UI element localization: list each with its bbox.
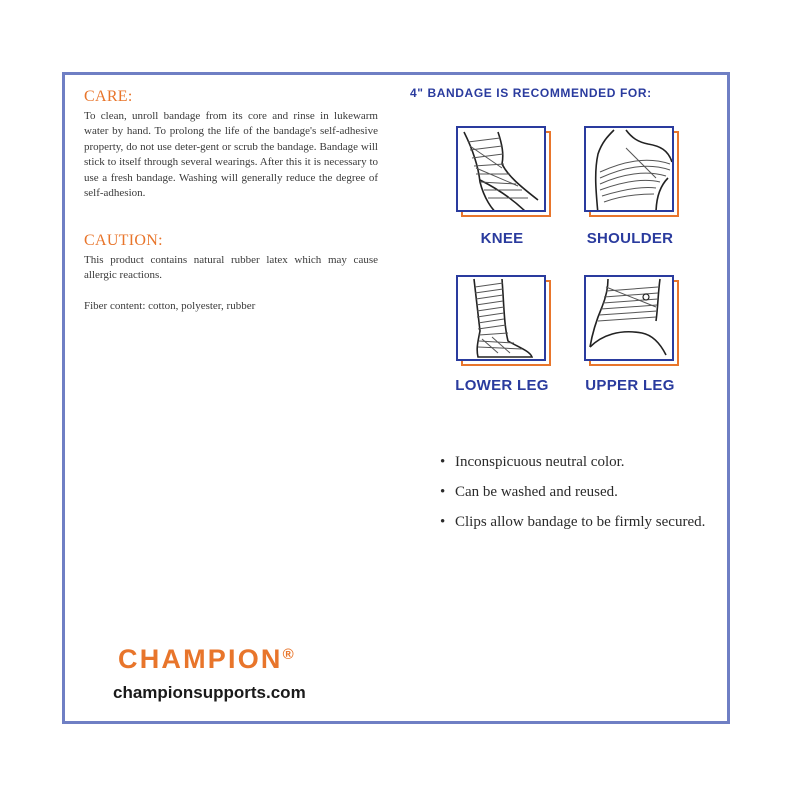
list-item: • Inconspicuous neutral color. — [440, 454, 625, 470]
fiber-content: Fiber content: cotton, polyester, rubber — [84, 300, 256, 312]
list-item: • Can be washed and reused. — [440, 484, 618, 500]
care-text: To clean, unroll bandage from its core and rinse in lukewarm water by hand. To prolong the life of the bandage's self-adhesive property, do not use deter-gent or scrub the bandage. Bandage will stick to itself through several wearings. After this it is necessary to use a fresh bandage. Washing will generally reduce the degree of self-adhesion. — [84, 110, 378, 200]
knee-label: KNEE — [480, 230, 524, 247]
feature-list — [440, 452, 730, 542]
website-url: championsupports.com — [113, 683, 306, 702]
care-heading: CARE: — [84, 88, 133, 105]
caution-heading: CAUTION: — [84, 232, 163, 249]
registered-mark: ® — [282, 646, 294, 663]
lower-leg-bandage-illustration — [456, 275, 548, 363]
upper-leg-label: UPPER LEG — [585, 377, 675, 394]
caution-text: This product contains natural rubber latex which may cause allergic reactions. — [84, 254, 378, 282]
brand-logo — [118, 644, 294, 675]
recommended-title: 4" BANDAGE IS RECOMMENDED FOR: — [410, 86, 652, 100]
lower-leg-label: LOWER LEG — [455, 377, 549, 394]
bullet-icon: • — [440, 484, 446, 500]
shoulder-label: SHOULDER — [586, 230, 674, 247]
bullet-icon: • — [440, 514, 446, 530]
list-item: • Clips allow bandage to be firmly secured. — [440, 514, 706, 530]
bullet-icon: • — [440, 454, 446, 470]
upper-leg-bandage-illustration — [584, 275, 676, 363]
brand-name: CHAMPION — [118, 644, 283, 674]
shoulder-bandage-illustration — [584, 126, 676, 214]
knee-bandage-illustration — [456, 126, 548, 214]
